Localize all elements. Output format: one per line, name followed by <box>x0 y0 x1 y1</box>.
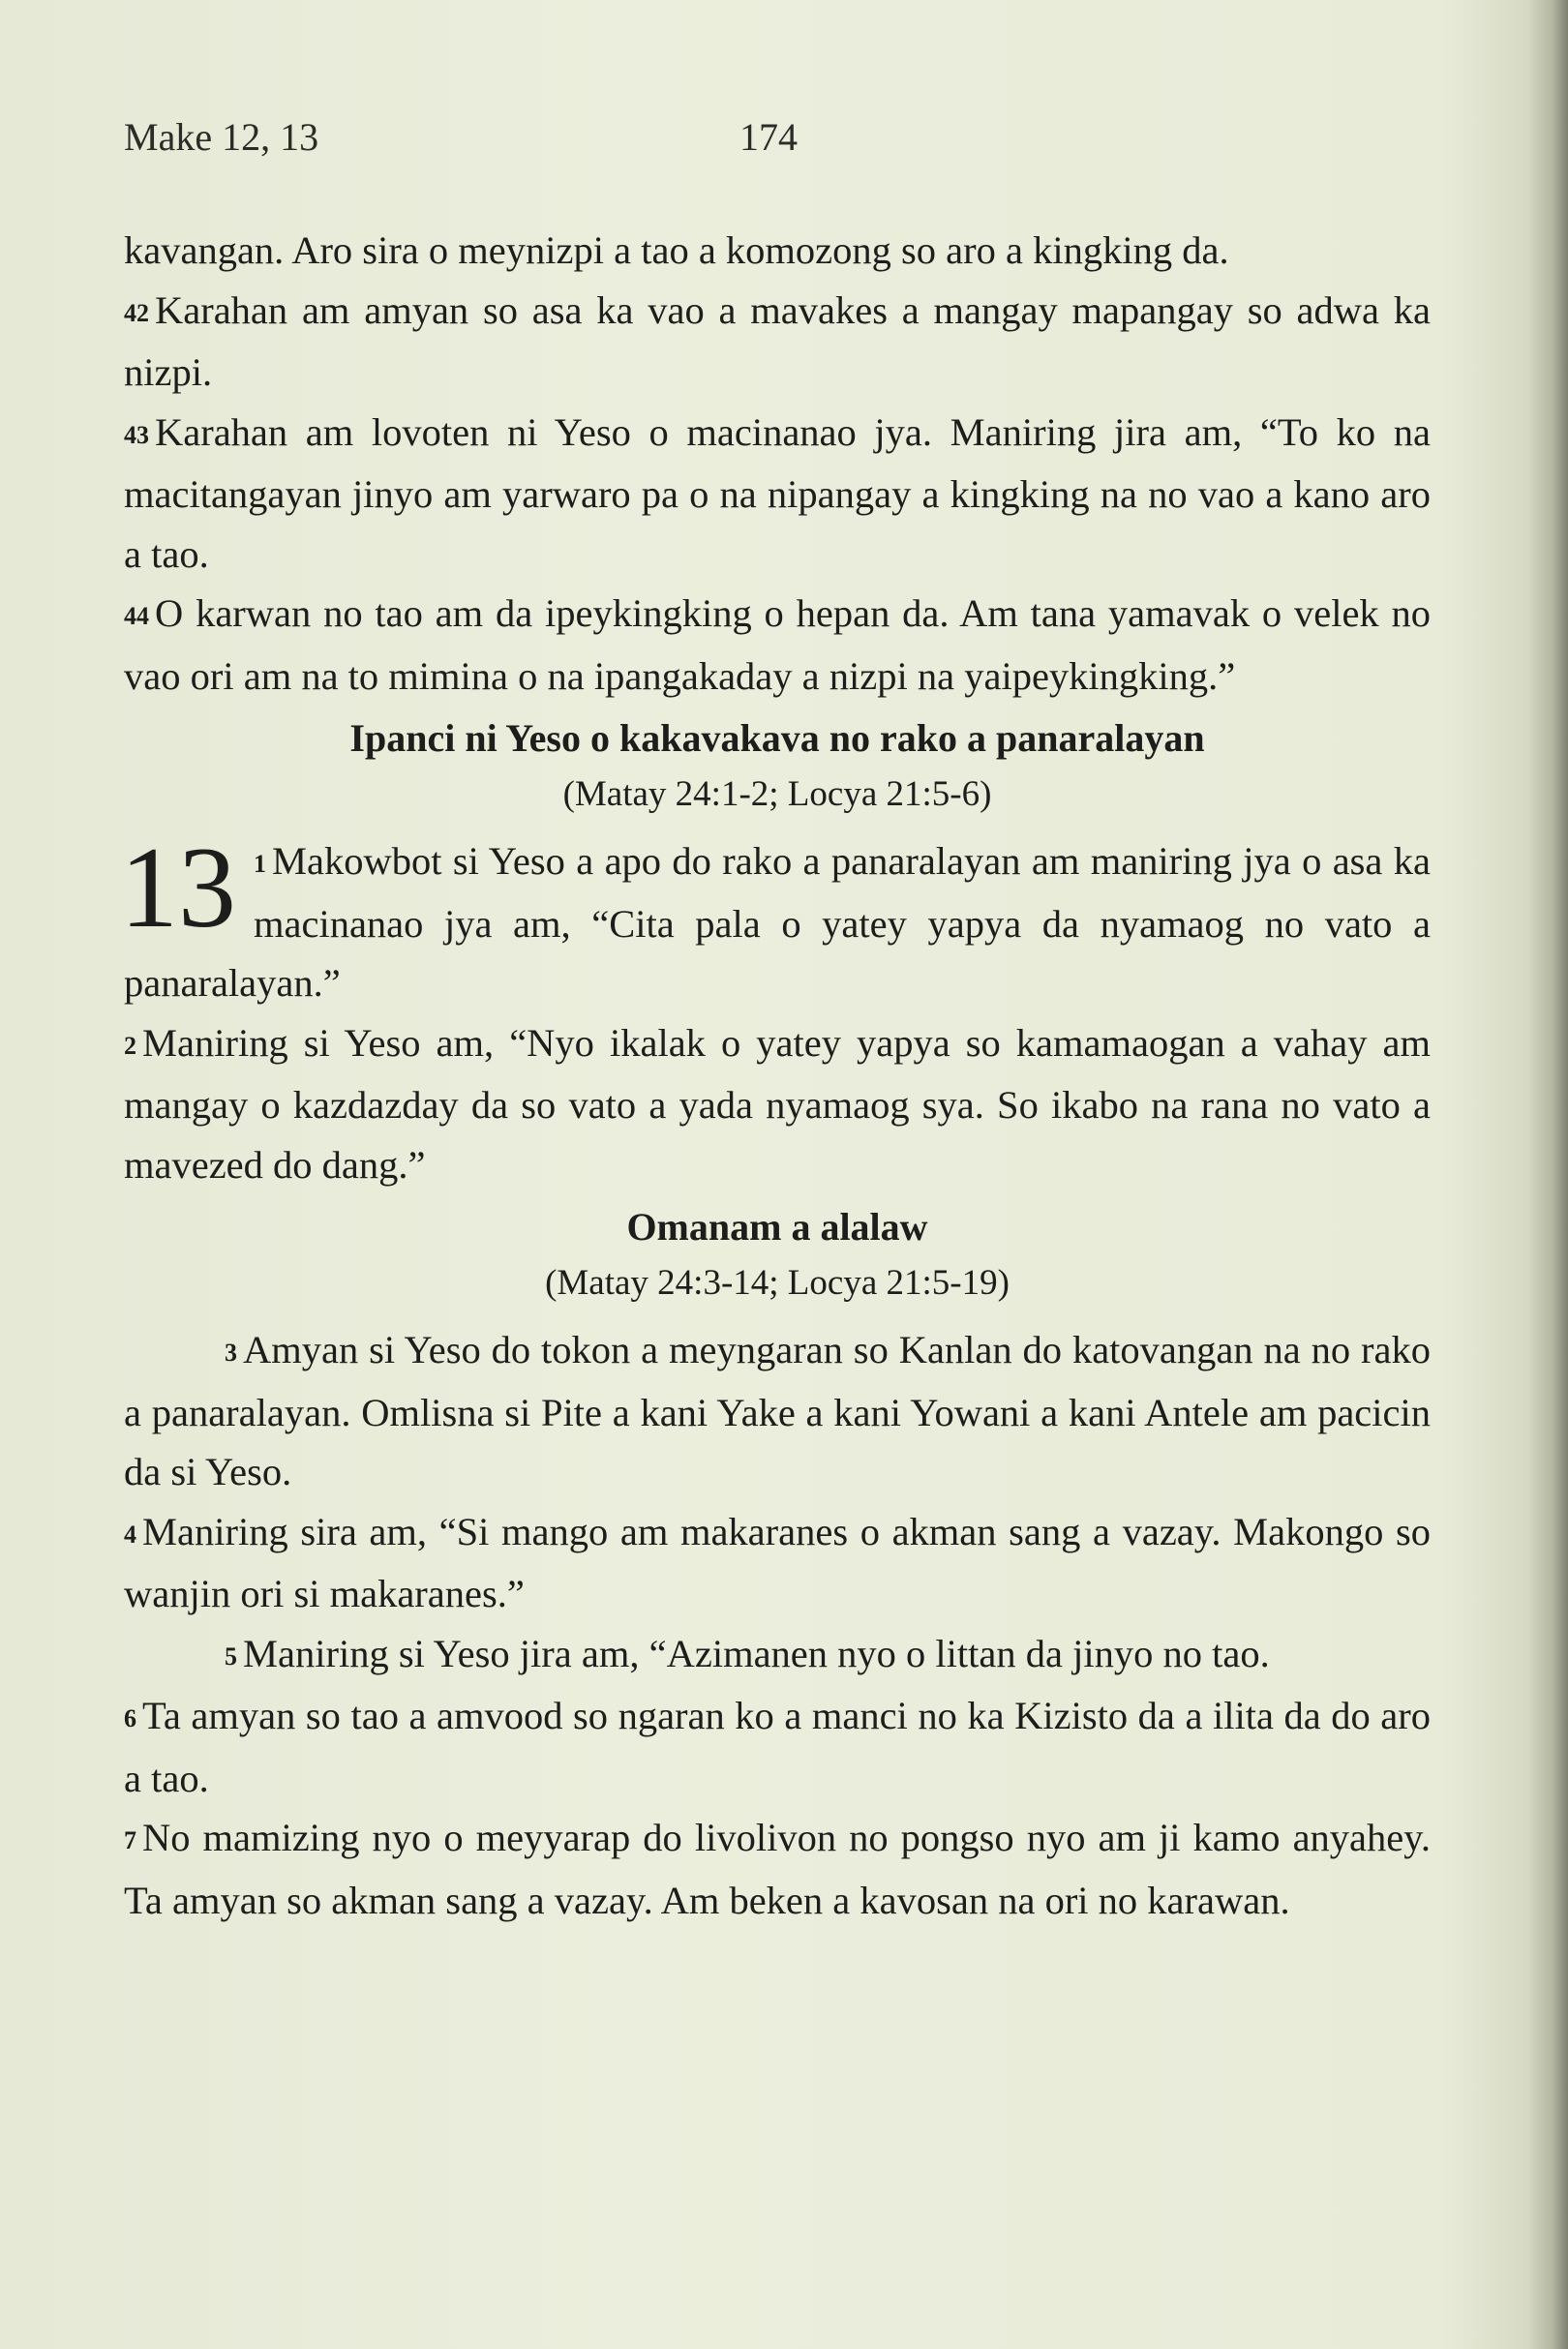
verse <box>124 1624 1431 1687</box>
verse-text: No mamizing nyo o meyyarap do livolivon no pongso nyo am ji kamo anyahey. Ta amyan so akman sang a vazay. Am beken a kavosan na ori no karawan. <box>124 1816 1431 1922</box>
verse-number: 43 <box>124 420 149 449</box>
verse-number: 7 <box>124 1826 136 1854</box>
verse <box>124 1808 1431 1930</box>
verse <box>124 1502 1431 1624</box>
page-header <box>124 114 1440 172</box>
verse-number: 6 <box>124 1704 136 1732</box>
chapter-start <box>120 823 1431 1194</box>
verse <box>124 1013 1431 1195</box>
verse <box>124 831 1431 1013</box>
verse <box>124 403 1431 585</box>
page-body <box>120 221 1431 1930</box>
verse-number: 4 <box>124 1520 136 1549</box>
verse-number: 1 <box>254 850 266 878</box>
verse-text: Maniring si Yeso jira am, “Azimanen nyo o littan da jinyo no tao. <box>243 1631 1270 1675</box>
paragraph <box>124 221 1431 281</box>
section-reference: (Matay 24:1-2; Locya 21:5-6) <box>562 774 992 814</box>
verse-number: 3 <box>225 1339 237 1367</box>
verse-number: 2 <box>124 1031 136 1060</box>
chapter-number: 13 <box>120 823 236 951</box>
verse-number: 42 <box>124 298 149 327</box>
verse-text: Karahan am lovoten ni Yeso o macinanao jya. Maniring jira am, “To ko na macitangayan jinyo am yarwaro pa o na nipangay a kingking na no vao a kano aro a tao. <box>124 409 1431 576</box>
verse-number: 5 <box>225 1641 237 1671</box>
verse-text: Maniring sira am, “Si mango am makaranes o akman sang a vazay. Makongo so wanjin ori si makaranes.” <box>124 1509 1431 1615</box>
page-gutter-shadow <box>1529 0 1568 2349</box>
verse <box>124 584 1431 706</box>
section-heading: Ipanci ni Yeso o kakavakava no rako a panaralayan <box>349 716 1205 760</box>
verse-text: Amyan si Yeso do tokon a meyngaran so Kanlan do katovangan na no rako a panaralayan. Omlisna si Pite a kani Yake a kani Yowani a kani Antele am pacicin da si Yeso. <box>124 1328 1431 1493</box>
section-heading: Omanam a alalaw <box>626 1205 928 1249</box>
verse <box>124 1686 1431 1808</box>
verse-text: O karwan no tao am da ipeykingking o hepan da. Am tana yamavak o velek no vao ori am na to mimina o na ipangakaday a nizpi na yaipeykingking.” <box>124 591 1431 698</box>
page-number: 174 <box>739 115 798 159</box>
verse <box>124 281 1431 403</box>
verse-text: Karahan am amyan so asa ka vao a mavakes a mangay mapangay so adwa ka nizpi. <box>124 287 1431 394</box>
verse <box>124 1320 1431 1502</box>
verse-text: Ta amyan so tao a amvood so ngaran ko a manci no ka Kizisto da a ilita da do aro a tao. <box>124 1694 1431 1800</box>
section-reference: (Matay 24:3-14; Locya 21:5-19) <box>545 1263 1010 1303</box>
verse-text: kavangan. Aro sira o meynizpi a tao a komozong so aro a kingking da. <box>124 228 1229 272</box>
running-head: Make 12, 13 <box>124 115 319 159</box>
verse-text: Maniring si Yeso am, “Nyo ikalak o yatey yapya so kamamaogan a vahay am mangay o kazdazday da so vato a yada nyamaog sya. So ikabo na rana no vato a mavezed do dang.” <box>124 1020 1431 1187</box>
verse-text: Makowbot si Yeso a apo do rako a panaralayan am maniring jya o asa ka macinanao jya am, “Cita pala o yatey yapya da nyamaog no vato a panaralayan.” <box>124 839 1431 1005</box>
verse-number: 44 <box>124 602 149 630</box>
